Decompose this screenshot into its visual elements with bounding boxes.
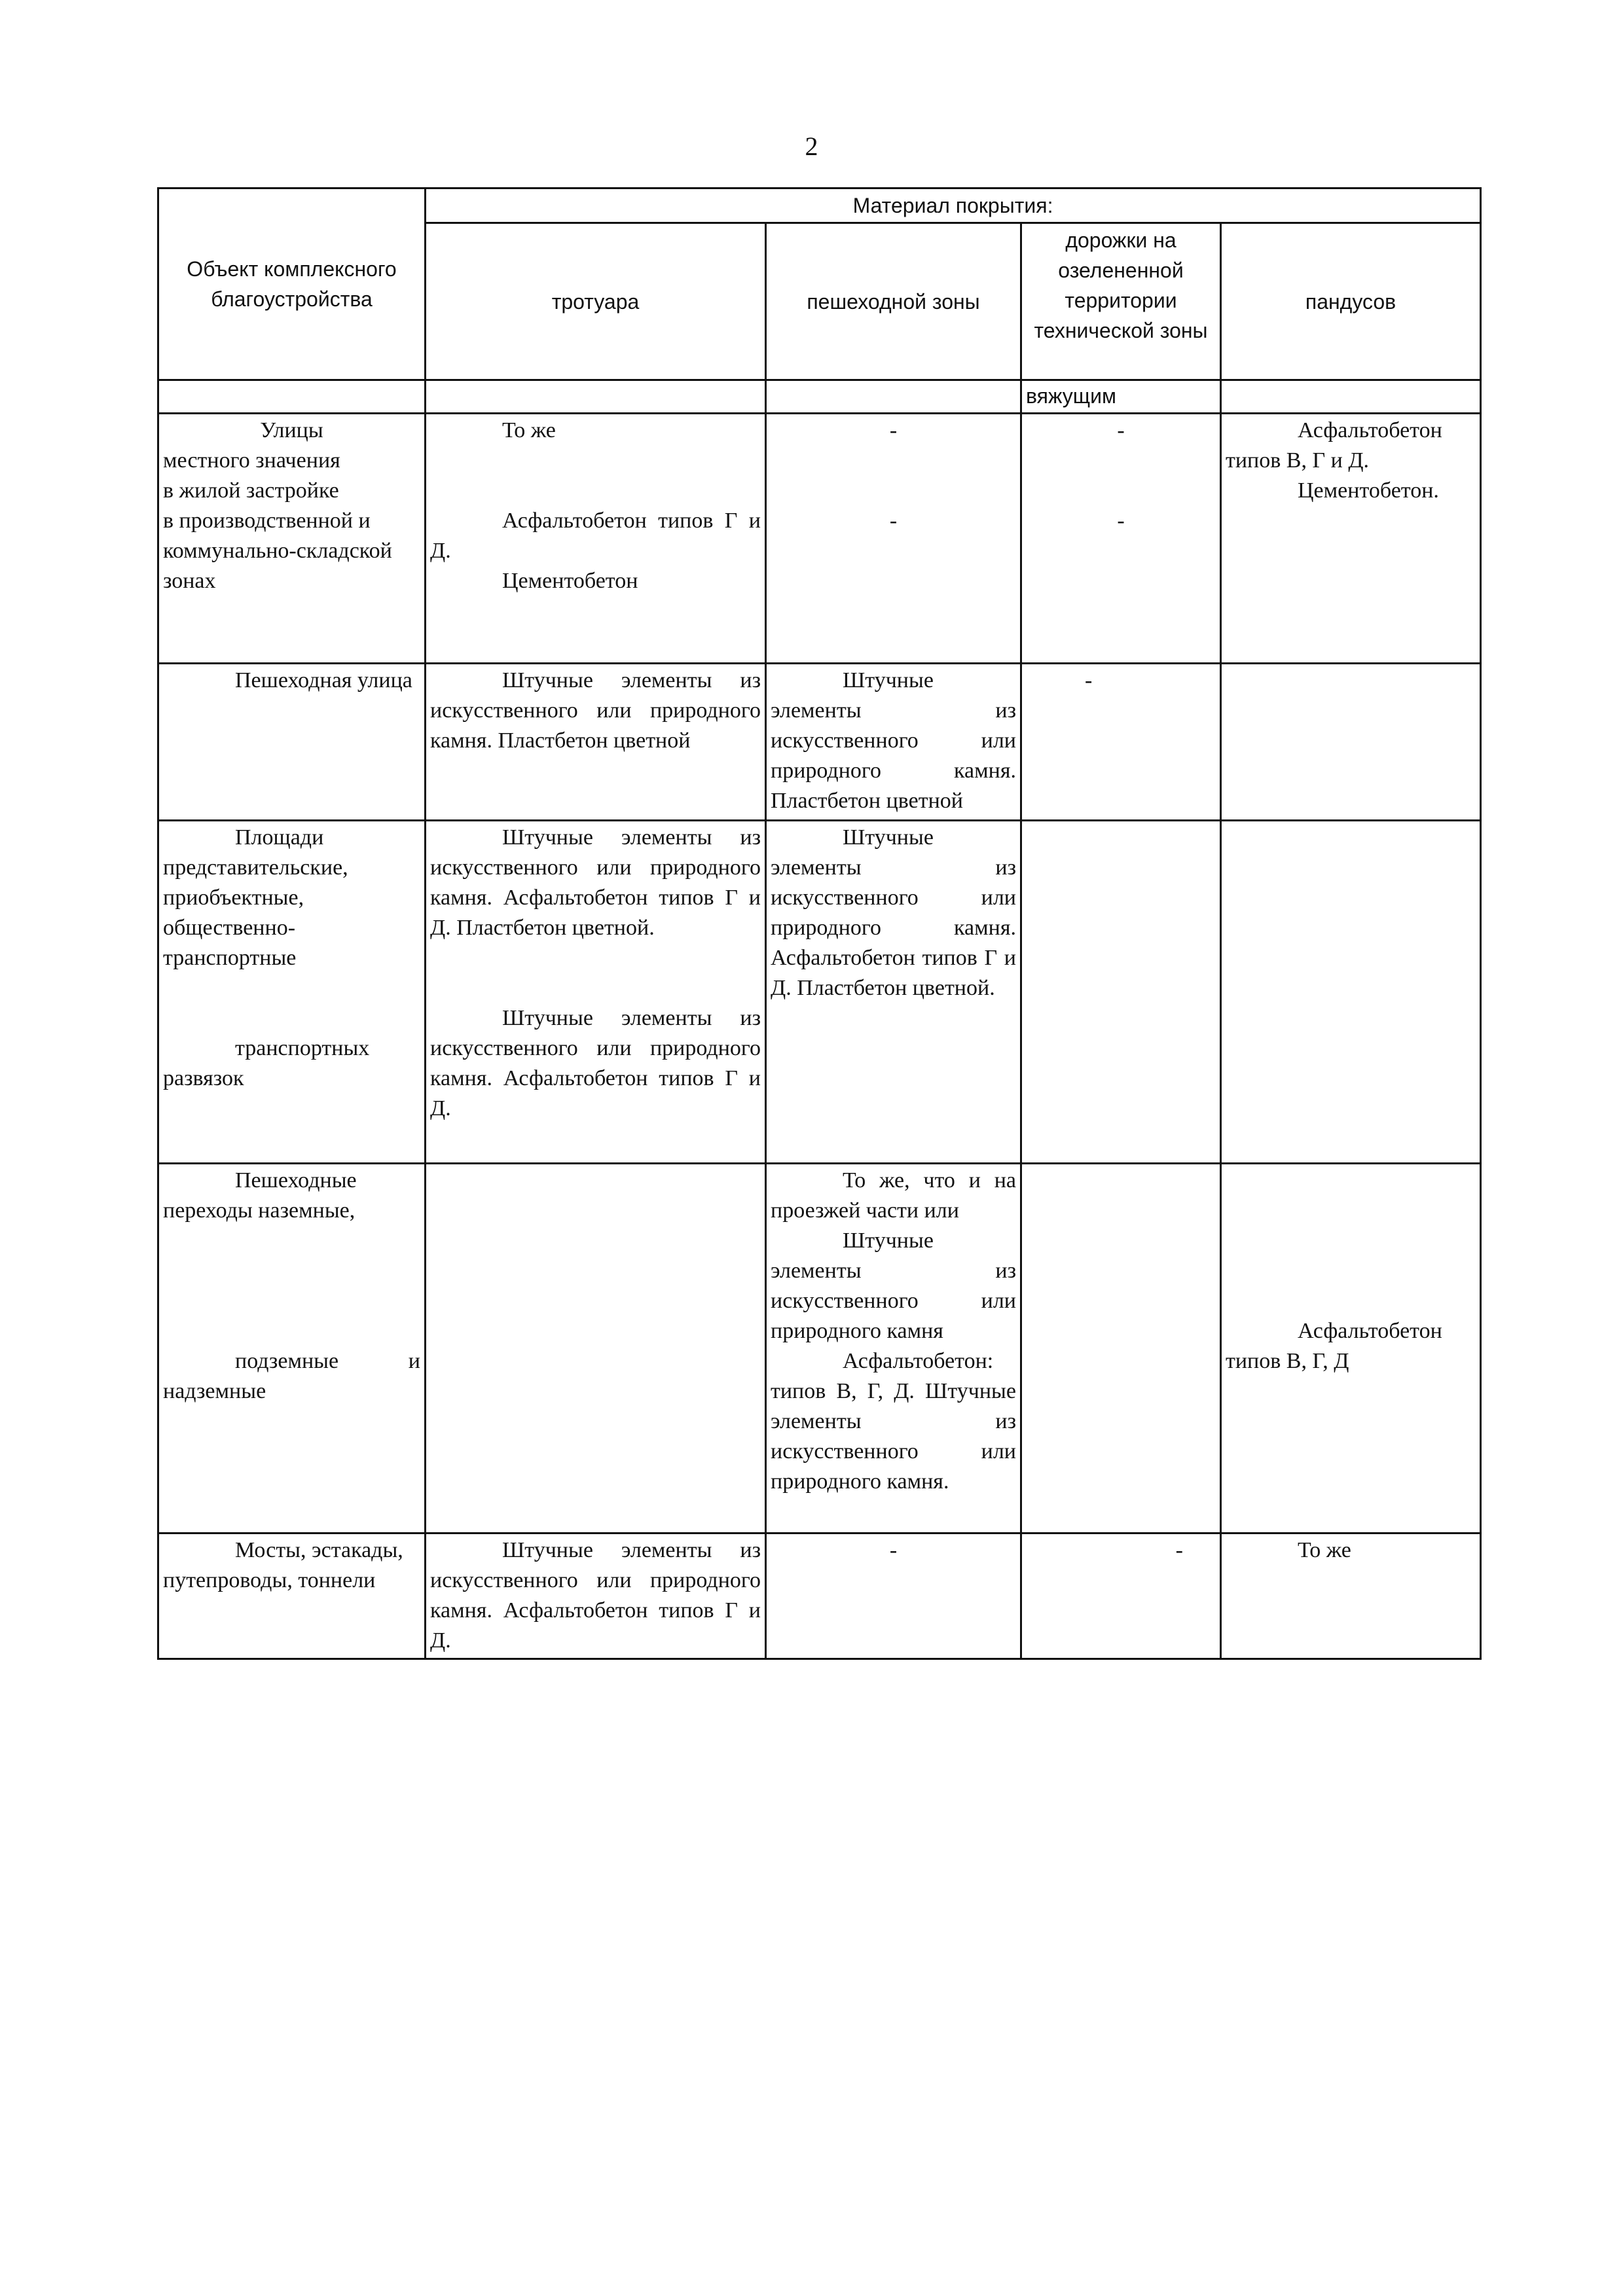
- pedestrian-text: Штучные элементы из искусственного или природного камня. Пластбетон цветной: [771, 668, 1016, 814]
- header-sidewalk: тротуара: [426, 223, 766, 380]
- sidewalk-text: То же: [502, 418, 556, 442]
- dash-mark: -: [889, 508, 898, 533]
- object-line: Пешеходная улица: [235, 668, 412, 693]
- sidewalk-cell: [426, 1164, 766, 1533]
- spacer: [430, 943, 761, 973]
- object-line: в жилой застройке: [163, 478, 339, 503]
- dash-mark: -: [889, 1537, 898, 1562]
- object-cell: [158, 1164, 426, 1533]
- header-material-label: Материал покрытия:: [852, 194, 1053, 218]
- ramps-cell: [1221, 664, 1481, 821]
- pedestrian-cell: [766, 1533, 1021, 1659]
- sidewalk-text: Штучные элементы из искусственного или природного камня. Пластбетон цветной: [430, 668, 761, 753]
- table-row: [158, 821, 1481, 1164]
- pedestrian-text: Штучные элементы из искусственного или природного камня: [771, 1229, 1016, 1344]
- table-row: [158, 1533, 1481, 1659]
- object-line: подземные и надземные: [163, 1349, 420, 1404]
- spacer: [163, 1226, 420, 1256]
- dash-mark: -: [1117, 418, 1125, 442]
- ramps-cell: [1221, 1533, 1481, 1659]
- header-pedestrian-zone: пешеходной зоны: [766, 223, 1021, 380]
- sidewalk-cell: [426, 664, 766, 821]
- sub-cell-empty: [766, 380, 1021, 413]
- ramps-text: То же: [1298, 1537, 1351, 1562]
- object-line: Мосты, эстакады, путепроводы, тоннели: [163, 1537, 403, 1592]
- object-cell: [158, 413, 426, 664]
- sidewalk-cell: [426, 821, 766, 1164]
- pedestrian-text: Штучные элементы из искусственного или природного камня. Асфальтобетон типов Г и Д. Пластбетон цветной.: [771, 825, 1016, 1001]
- object-cell: [158, 1533, 426, 1659]
- spacer: [1226, 1286, 1476, 1316]
- header-material-group: [426, 188, 1481, 223]
- green-path-cell: [1021, 664, 1221, 821]
- spacer: [163, 1286, 420, 1316]
- pedestrian-text: Асфальтобетон: типов В, Г, Д. Штучные элементы из искусственного или природного камня.: [771, 1349, 1016, 1494]
- sidewalk-text: Штучные элементы из искусственного или природного камня. Асфальтобетон типов Г и Д. Пластбетон цветной.: [430, 825, 761, 941]
- header-ramps: пандусов: [1221, 223, 1481, 380]
- pedestrian-cell: [766, 821, 1021, 1164]
- sidewalk-text: Штучные элементы из искусственного или природного камня. Асфальтобетон типов Г и Д.: [430, 1006, 761, 1121]
- dash-mark: -: [1117, 508, 1125, 533]
- ramps-cell: [1221, 413, 1481, 664]
- table-row: [158, 413, 1481, 664]
- green-path-cell: [1021, 1533, 1221, 1659]
- table-row: [158, 1164, 1481, 1533]
- sidewalk-text: Асфальтобетон типов Г и Д.: [430, 508, 761, 563]
- green-path-cell: [1021, 1164, 1221, 1533]
- sidewalk-text: Штучные элементы из искусственного или природного камня. Асфальтобетон типов Г и Д.: [430, 1537, 761, 1653]
- spacer: [163, 1003, 420, 1033]
- spacer: [430, 446, 761, 476]
- header-green-path: дорожки на озелененной территории технической зоны: [1021, 223, 1221, 380]
- spacer: [771, 476, 1016, 506]
- pedestrian-cell: [766, 413, 1021, 664]
- table-row: [158, 664, 1481, 821]
- ramps-text: Асфальтобетон типов В, Г, Д: [1226, 1319, 1442, 1374]
- pedestrian-cell: [766, 664, 1021, 821]
- dash-mark: -: [1175, 1537, 1183, 1562]
- spacer: [430, 476, 761, 506]
- spacer: [1026, 446, 1216, 476]
- dash-mark: -: [1085, 668, 1093, 693]
- spacer: [771, 446, 1016, 476]
- header-object: [158, 188, 426, 380]
- ramps-text: Асфальтобетон типов В, Г и Д.: [1226, 418, 1442, 473]
- sub-cell-empty: [426, 380, 766, 413]
- spacer: [1226, 1226, 1476, 1256]
- ramps-cell: [1221, 821, 1481, 1164]
- spacer: [163, 1316, 420, 1346]
- green-path-cell: [1021, 413, 1221, 664]
- spacer: [163, 973, 420, 1003]
- header-object-label: Объект комплексного благоустройства: [187, 257, 397, 312]
- spacer: [1226, 1196, 1476, 1226]
- dash-mark: -: [889, 418, 898, 442]
- spacer: [1226, 1166, 1476, 1196]
- object-line: в производственной и коммунально-складской зонах: [163, 508, 392, 593]
- green-path-cell: [1021, 821, 1221, 1164]
- pedestrian-text: То же, что и на проезжей части или: [771, 1168, 1016, 1223]
- object-line: транспортных развязок: [163, 1036, 370, 1091]
- spacer: [430, 973, 761, 1003]
- object-cell: [158, 821, 426, 1164]
- object-cell: [158, 664, 426, 821]
- spacer: [1026, 476, 1216, 506]
- pedestrian-cell: [766, 1164, 1021, 1533]
- ramps-cell: [1221, 1164, 1481, 1533]
- object-line: Улицы: [260, 418, 323, 442]
- sidewalk-cell: [426, 413, 766, 664]
- page-number: 2: [805, 132, 818, 161]
- ramps-text: Цементобетон.: [1298, 478, 1439, 503]
- sidewalk-cell: [426, 1533, 766, 1659]
- object-line: Площади представительские, приобъектные, общественно-транспортные: [163, 825, 348, 971]
- object-line: местного значения: [163, 448, 340, 473]
- spacer: [163, 1256, 420, 1286]
- spacer: [1226, 1256, 1476, 1286]
- object-line: Пешеходные переходы наземные,: [163, 1168, 357, 1223]
- coverage-materials-table: [157, 187, 1482, 1660]
- sub-cell-empty: [158, 380, 426, 413]
- sidewalk-text: Цементобетон: [502, 568, 638, 593]
- sub-cell-binder: вяжущим: [1021, 380, 1221, 413]
- sub-cell-empty: [1221, 380, 1481, 413]
